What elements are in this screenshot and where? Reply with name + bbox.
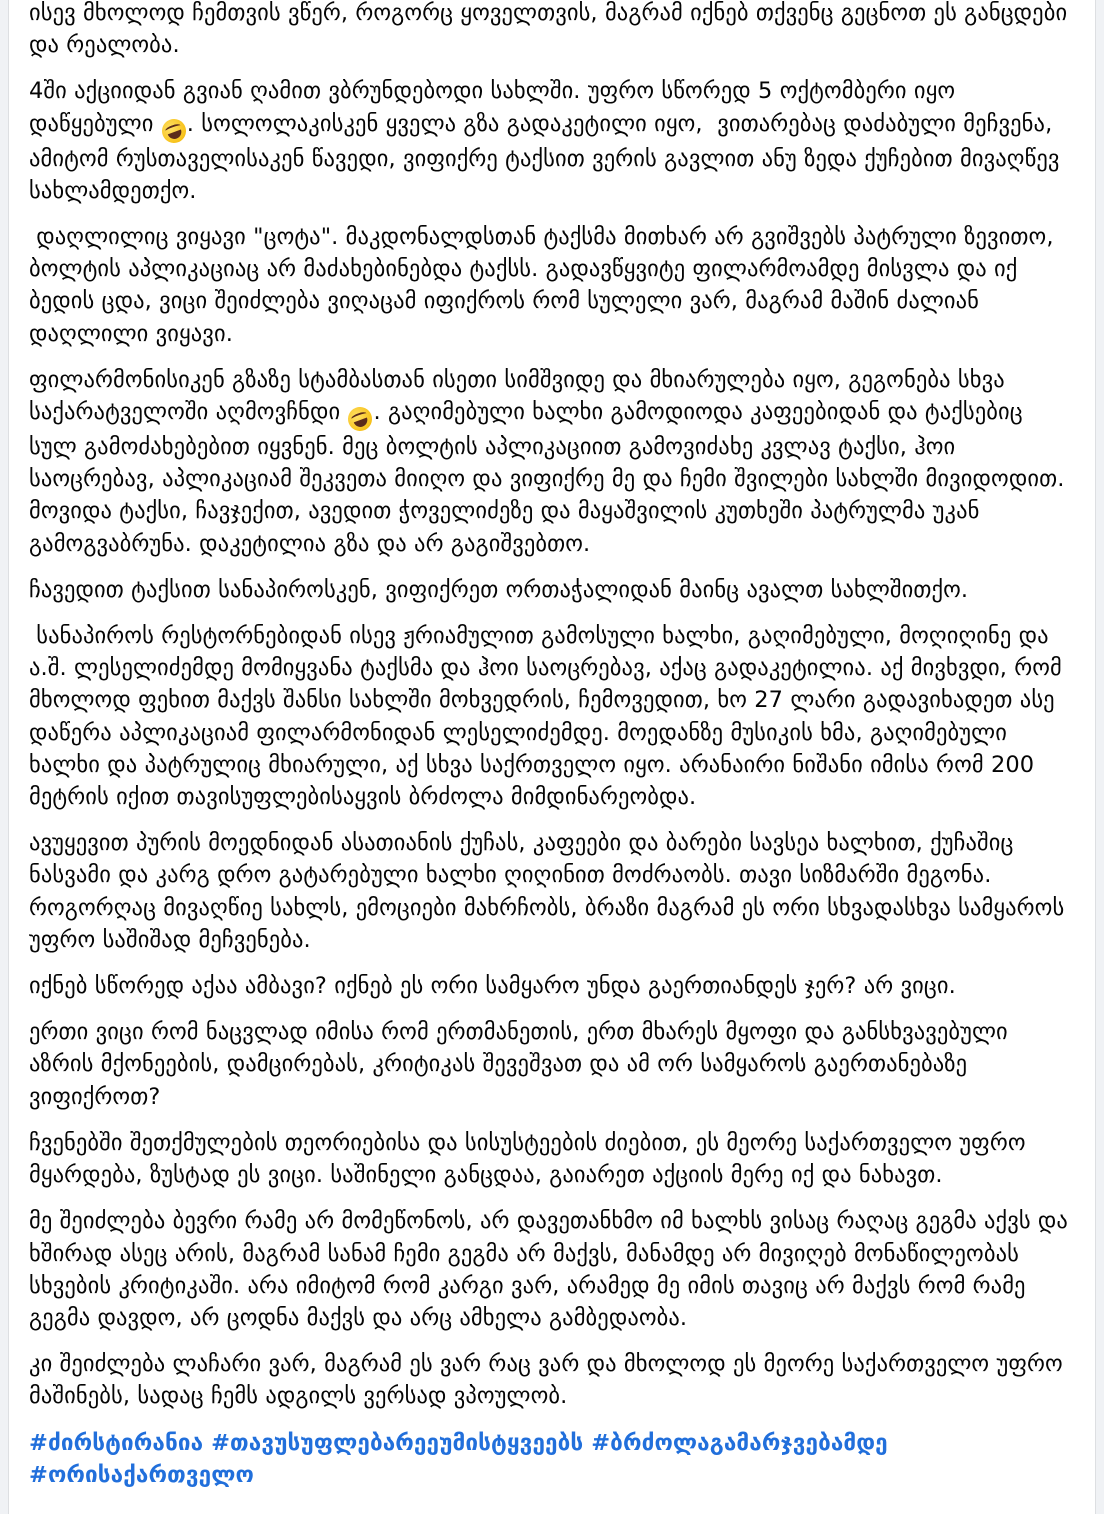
paragraph-text: დაღლილიც ვიყავი "ცოტა". მაკდონალდსთან ტაქსმა მითხარ არ გვიშვებს პატრული ზევითო, ბოლტის აპლიკაციაც არ მაძახებინებდა ტაქსს. გადავწყვიტე ფილარმოამდე მისვლა და იქ ბედის ცდა, ვიცი შეიძლება ვიღაცამ იფიქროს რომ სულელი ვარ, მაგრამ მაშინ ძალიან დაღლილი ვიყავი.	[29, 224, 1061, 347]
paragraph-text: იქნებ სწორედ აქაა ამბავი? იქნებ ეს ორი სამყარო უნდა გაერთიანდეს ჯერ? არ ვიცი.	[29, 973, 956, 1000]
post-paragraph	[29, 1016, 1074, 1113]
post-paragraph	[29, 620, 1074, 813]
rolling-on-floor-laughing-icon	[158, 115, 189, 146]
paragraph-text: ჩავედით ტაქსით სანაპიროსკენ, ვიფიქრეთ ორთაჭალიდან მაინც ავალთ სახლშითქო.	[29, 576, 969, 603]
post-card	[8, 0, 1096, 1514]
paragraph-text: ავუყევით პურის მოედნიდან ასათიანის ქუჩას, კაფეები და ბარები სავსეა ხალხით, ქუჩაშიც ნასვამი და კარგ დრო გატარებული ხალხი ღიღინით მოძრაობს. თავი სიზმარში მეგონა. როგორღაც მივაღწიე სახლს, ემოციები მახრჩობს, ბრაზი მაგრამ ეს ორი სხვადასხვა სამყაროს უფრო საშიშად მეჩვენება.	[29, 830, 1072, 953]
paragraph-text: ერთი ვიცი რომ ნაცვლად იმისა რომ ერთმანეთის, ერთ მხარეს მყოფი და განსხვავებული აზრის მქონეების, დამცირებას, კრიტიკას შევეშვათ და ამ ორ სამყაროს გაერთანებაზე ვიფიქროთ?	[29, 1019, 1016, 1110]
paragraph-text: სანაპიროს რესტორნებიდან ისევ ჟრიამულით გამოსული ხალხი, გაღიმებული, მოღიღინე და ა.შ. ლესელიძემდე მომიყვანა ტაქსმა და ჰოი საოცრებავ, აქაც გადაკეტილია. აქ მივხვდი, რომ მხოლოდ ფეხით მაქვს შანსი სახლში მოხვედრის, ჩემოვედით, ხო 27 ლარი გადავიხადეთ ასე დაწერა აპლიკაციამ ფილარმონიდან ლესელიძემდე. მოედანზე მუსიკის ხმა, გაღიმებული ხალხი და პატრულიც მხიარული, აქ სხვა საქრთველო იყო. არანაირი ნიშანი იმისა რომ 200 მეტრის იქით თავისუფლებისაყვის ბრძოლა მიმდინარეობდა.	[29, 623, 1070, 811]
paragraph-text: კი შეიძლება ლაჩარი ვარ, მაგრამ ეს ვარ რაც ვარ და მხოლოდ ეს მეორე საქართველო უფრო მაშინებს, სადაც ჩემს ადგილს ვერსად ვპოულობ.	[29, 1351, 1071, 1410]
post-paragraphs	[29, 0, 1074, 1413]
paragraph-text: ისევ მხოლოდ ჩემთვის ვწერ, როგორც ყოველთვის, მაგრამ იქნებ თქვენც გეცნოთ ეს განცდები და რეალობა.	[29, 0, 1075, 59]
post-body	[29, 0, 1074, 1491]
paragraph-text: მე შეიძლება ბევრი რამე არ მომეწონოს, არ დავეთანხმო იმ ხალხს ვისაც რაღაც გეგმა აქვს და ხშირად ასეც არის, მაგრამ სანამ ჩემი გეგმა არ მაქვს, მანამდე არ მივიღებ მონაწილეობას სხვების კრიტიკაში. არა იმიტომ რომ კარგი ვარ, არამედ მე იმის თავიც არ მაქვს რომ რამე გეგმა დავდო, არ ცოდნა მაქვს და არც ამხელა გამბედაობა.	[29, 1208, 1076, 1331]
post-paragraph	[29, 0, 1074, 61]
hashtag-list	[29, 1427, 1074, 1491]
paragraph-text: ჩვენებში შეთქმულების თეორიებისა და სისუსტეების ძიებით, ეს მეორე საქართველო უფრო მყარდება, ზუსტად ეს ვიცი. საშინელი განცდაა, გაიარეთ აქციის მერე იქ და ნახავთ.	[29, 1129, 1033, 1189]
hashtag-link[interactable]: #თავუსუფლებარეეუმისტყვეებს	[211, 1429, 584, 1456]
post-paragraph	[29, 221, 1074, 350]
post-paragraph	[29, 1348, 1074, 1412]
post-paragraph	[29, 1127, 1074, 1191]
paragraph-text: . გაღიმებული ხალხი გამოდიოდა კაფეებიდან და ტაქსებიც სულ გამოძახებებით იყვნენ. მეც ბოლტის აპლიკაციით გამოვიძახე კვლავ ტაქსი, ჰოი საოცრებავ, აპლიკაციამ შეკვეთა მიიღო და ვიფიქრე მე და ჩემი შვილები სახლში მივიდოდით. მოვიდა ტაქსი, ჩავჯექით, ავედით ჭოველიძეზე და მაყაშვილის კუთხეში პატრულმა უკან გამოგვაბრუნა. დაკეტილია გზა და არ გაგიშვებთო.	[29, 399, 1072, 557]
post-paragraph	[29, 75, 1074, 207]
post-paragraph	[29, 970, 1074, 1002]
post-paragraph	[29, 1205, 1074, 1334]
hashtag-link[interactable]: #ორისაქართველო	[29, 1461, 254, 1488]
paragraph-text: 4ში აქციიდან გვიან ღამით ვბრუნდებოდი სახლში. უფრო სწორედ 5 ოქტომბერი იყო დაწყებული	[29, 78, 963, 137]
hashtag-link[interactable]: #ბრძოლაგამარჯვებამდე	[591, 1429, 888, 1456]
paragraph-text: . სოლოლაკისკენ ყველა გზა გადაკეტილი იყო, ვითარებაც დაძაბული მეჩვენა, ამიტომ რუსთაველისაკენ წავედი, ვიფიქრე ტაქსით ვერის გავლით ანუ ზედა ქუჩებით მივაღწევ სახლამდეთქო.	[29, 110, 1067, 204]
post-paragraph	[29, 574, 1074, 606]
post-paragraph	[29, 827, 1074, 956]
paragraph-text: ფილარმონისიკენ გზაზე სტამბასთან ისეთი სიმშვიდე და მხიარულება იყო, გეგონება სხვა საქარატველოში აღმოვჩნდი	[29, 366, 1013, 426]
post-paragraph	[29, 364, 1074, 560]
hashtag-link[interactable]: #ძირსტირანია	[29, 1429, 204, 1456]
rolling-on-floor-laughing-icon	[345, 404, 376, 435]
